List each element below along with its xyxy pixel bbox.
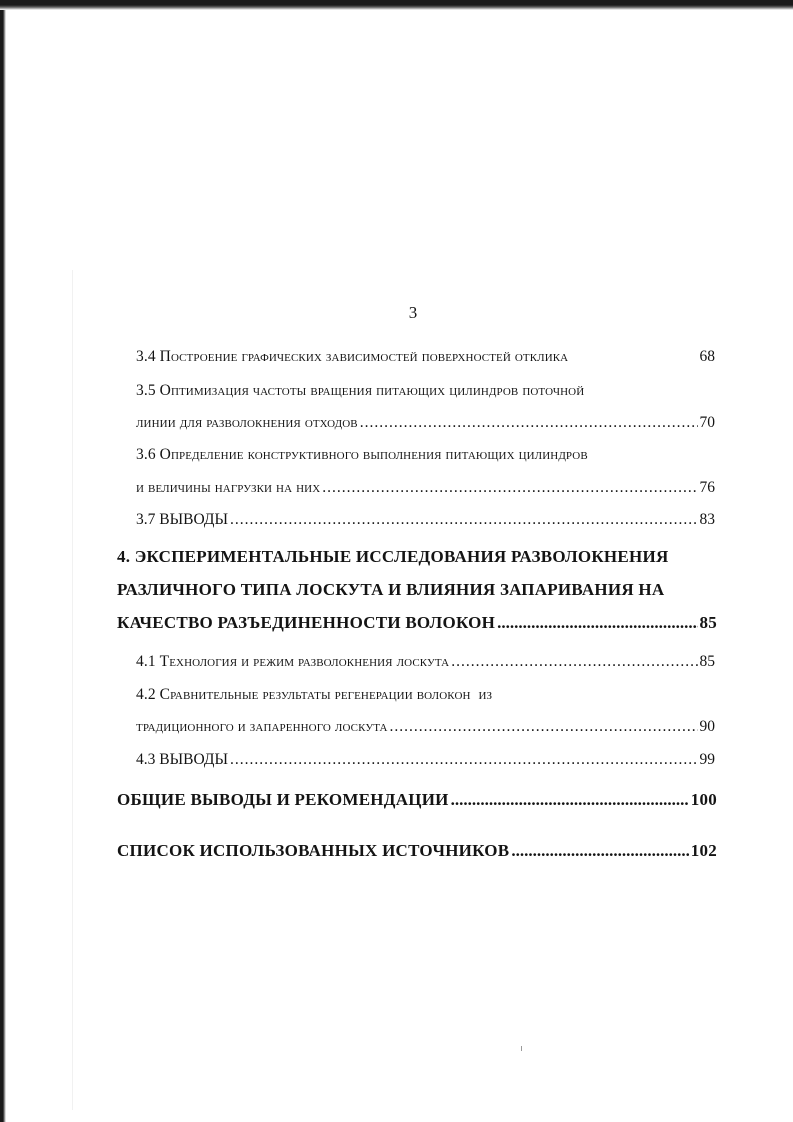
toc-entry-page: 76 <box>699 479 715 496</box>
scan-artifact-line <box>72 270 73 1110</box>
toc-entry-3-7 <box>136 511 715 529</box>
toc-entry-3-5-line1 <box>136 382 715 400</box>
toc-entry-title: 4.1 Технология и режим разволокнения лоскута <box>136 653 450 670</box>
scan-speck <box>521 1046 522 1051</box>
toc-entry-title: 3.5 Оптимизация частоты вращения питающих цилиндров поточной <box>136 382 585 399</box>
dot-leader <box>322 479 697 497</box>
toc-conclusions <box>117 790 717 810</box>
toc-chapter-title-cont: РАЗЛИЧНОГО ТИПА ЛОСКУТА И ВЛИЯНИЯ ЗАПАРИВАНИЯ НА <box>117 580 665 599</box>
toc-chapter-4-line1 <box>117 547 717 567</box>
toc-entry-page: 99 <box>699 751 715 768</box>
toc-entry-title: 3.7 ВЫВОДЫ <box>136 511 228 528</box>
dot-leader <box>451 790 689 810</box>
toc-entry-4-3 <box>136 751 715 769</box>
scan-edge-left <box>0 0 6 1122</box>
dot-leader <box>230 511 698 529</box>
dot-leader <box>230 751 698 769</box>
dot-leader <box>360 414 698 432</box>
toc-entry-page: 70 <box>699 414 715 431</box>
toc-chapter-title: 4. ЭКСПЕРИМЕНТАЛЬНЫЕ ИССЛЕДОВАНИЯ РАЗВОЛОКНЕНИЯ <box>117 547 669 566</box>
dot-leader <box>497 613 697 633</box>
toc-entry-4-2-line1 <box>136 686 715 704</box>
page-number: 3 <box>408 303 418 322</box>
toc-entry-page: 68 <box>699 348 715 365</box>
toc-entry-page: 90 <box>699 718 715 735</box>
toc-chapter-4-line2 <box>117 580 717 600</box>
toc-entry-4-1 <box>136 653 715 671</box>
toc-entry-title-cont: и величины нагрузки на них <box>136 479 321 496</box>
dot-leader <box>390 718 698 736</box>
toc-chapter-4-line3 <box>117 613 717 633</box>
toc-entry-title-cont: традиционного и запаренного лоскута <box>136 718 388 735</box>
toc-entry-3-6-line2 <box>136 479 715 497</box>
toc-entry-4-2-line2 <box>136 718 715 736</box>
toc-entry-title: 4.3 ВЫВОДЫ <box>136 751 228 768</box>
toc-entry-title: 3.4 Построение графических зависимостей поверхностей отклика <box>136 348 569 365</box>
toc-chapter-title: СПИСОК ИСПОЛЬЗОВАННЫХ ИСТОЧНИКОВ <box>117 841 510 860</box>
toc-entry-page: 83 <box>699 511 715 528</box>
toc-entry-title-cont: линии для разволокнения отходов <box>136 414 358 431</box>
toc-references <box>117 841 717 861</box>
toc-entry-3-4 <box>136 348 715 366</box>
scan-edge-top <box>0 0 793 10</box>
toc-chapter-title-cont: КАЧЕСТВО РАЗЪЕДИНЕННОСТИ ВОЛОКОН <box>117 613 496 632</box>
toc-entry-page: 85 <box>699 613 717 632</box>
toc-chapter-title: ОБЩИЕ ВЫВОДЫ И РЕКОМЕНДАЦИИ <box>117 790 449 809</box>
toc-entry-page: 85 <box>699 653 715 670</box>
dot-leader <box>451 653 697 671</box>
toc-entry-3-5-line2 <box>136 414 715 432</box>
toc-entry-title: 3.6 Определение конструктивного выполнения питающих цилиндров <box>136 446 588 463</box>
toc-entry-page: 100 <box>690 790 717 809</box>
toc-entry-title: 4.2 Сравнительные результаты регенерации волокон из <box>136 686 493 703</box>
toc-entry-3-6-line1 <box>136 446 715 464</box>
dot-leader <box>511 841 688 861</box>
toc-entry-page: 102 <box>690 841 717 860</box>
